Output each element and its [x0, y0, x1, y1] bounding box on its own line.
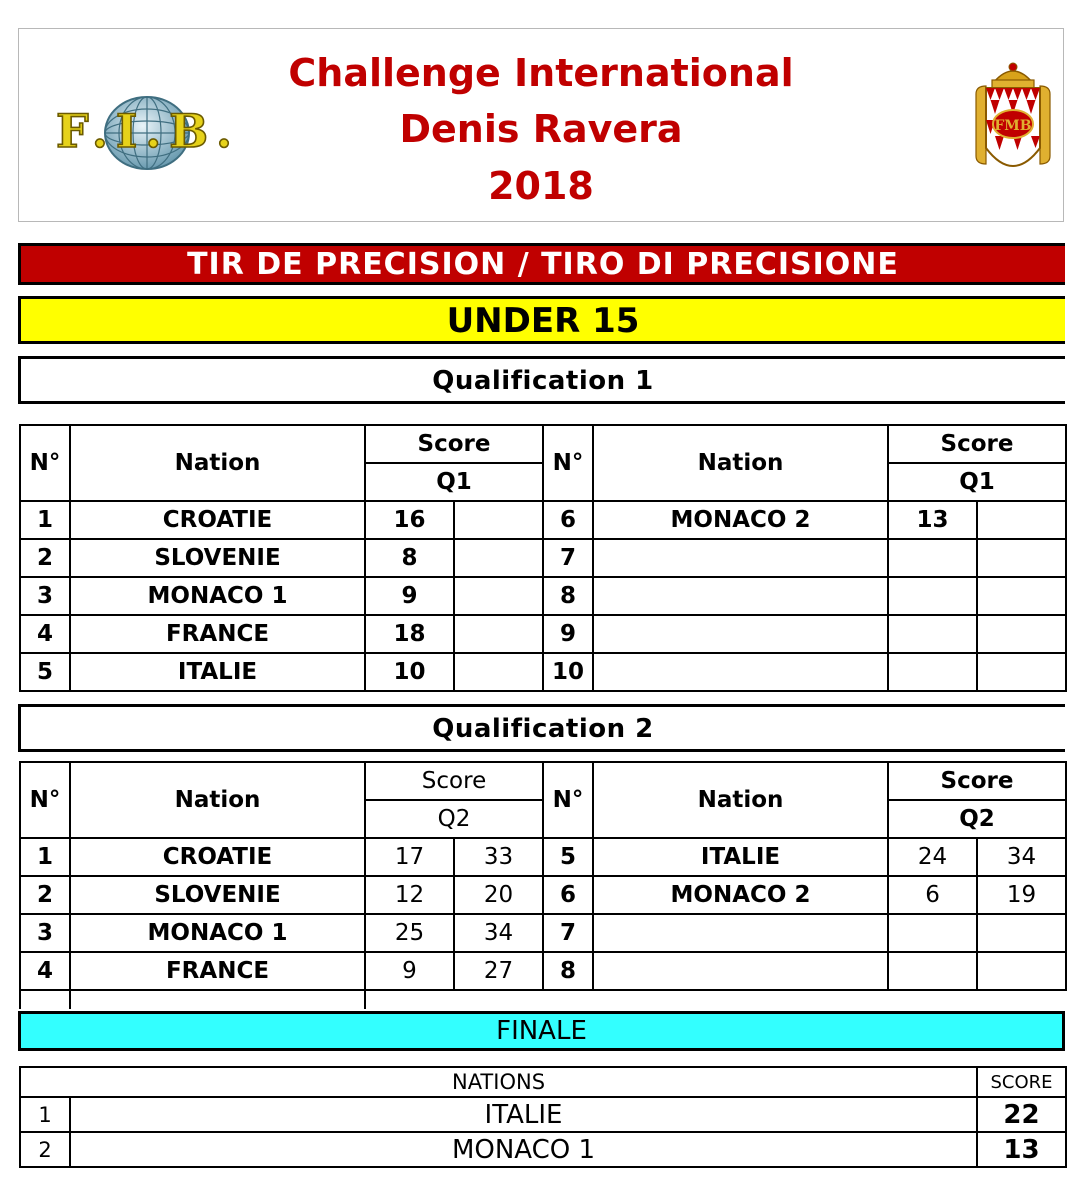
finale-row	[20, 1097, 1066, 1132]
cell-score-total	[454, 577, 543, 615]
cell-nation	[593, 914, 888, 952]
header-score: Score	[888, 762, 1066, 800]
finale-rank: 1	[20, 1097, 70, 1132]
cell-nation: CROATIE	[70, 838, 365, 876]
cell-num: 10	[543, 653, 593, 691]
cell-nation: FRANCE	[70, 615, 365, 653]
cell-nation: FRANCE	[70, 952, 365, 990]
header-score: Score	[365, 762, 543, 800]
table-row-spacer	[20, 990, 1066, 1009]
cell-score-total: 34	[977, 838, 1066, 876]
cell-score-total: 19	[977, 876, 1066, 914]
header-num: N°	[543, 762, 593, 838]
cell-score: 18	[365, 615, 454, 653]
finale-band: FINALE	[18, 1011, 1065, 1051]
fmb-crest-text: FMB	[994, 118, 1032, 134]
cell-num: 8	[543, 952, 593, 990]
cell-num: 1	[20, 501, 70, 539]
table-row	[20, 615, 1066, 653]
cell-num: 7	[543, 914, 593, 952]
cell-nation: ITALIE	[593, 838, 888, 876]
table-row	[20, 876, 1066, 914]
cell-num: 3	[20, 577, 70, 615]
header-score: Score	[888, 425, 1066, 463]
header-nation: Nation	[70, 425, 365, 501]
table-row	[20, 952, 1066, 990]
header-nation: Nation	[70, 762, 365, 838]
cell-score-total	[977, 914, 1066, 952]
cell-score-total	[977, 653, 1066, 691]
cell-score: 17	[365, 838, 454, 876]
cell-score	[888, 577, 977, 615]
cell-num: 8	[543, 577, 593, 615]
cell-score	[888, 539, 977, 577]
cell-score: 16	[365, 501, 454, 539]
cell-score: 9	[365, 577, 454, 615]
cell-score: 24	[888, 838, 977, 876]
cell-nation: MONACO 2	[593, 876, 888, 914]
header-score-sub: Q2	[888, 800, 1066, 838]
finale-nation: ITALIE	[70, 1097, 977, 1132]
cell-score: 13	[888, 501, 977, 539]
cell-score	[888, 615, 977, 653]
cell-nation: MONACO 1	[70, 577, 365, 615]
cell-num: 2	[20, 876, 70, 914]
cell-score: 9	[365, 952, 454, 990]
finale-header-score: SCORE	[977, 1067, 1066, 1097]
cell-num: 6	[543, 876, 593, 914]
finale-score: 22	[977, 1097, 1066, 1132]
finale-table	[19, 1066, 1067, 1168]
finale-rank: 2	[20, 1132, 70, 1167]
discipline-band: TIR DE PRECISION / TIRO DI PRECISIONE	[18, 243, 1065, 285]
cell-score-total	[454, 539, 543, 577]
cell-nation: MONACO 2	[593, 501, 888, 539]
fmb-crest	[972, 60, 1054, 182]
cell-nation: CROATIE	[70, 501, 365, 539]
cell-score: 25	[365, 914, 454, 952]
cell-score-total	[977, 501, 1066, 539]
cell-nation: MONACO 1	[70, 914, 365, 952]
cell-nation	[593, 539, 888, 577]
header-score-sub: Q1	[365, 463, 543, 501]
cell-score: 12	[365, 876, 454, 914]
cell-num: 4	[20, 615, 70, 653]
qualification-2-title: Qualification 2	[18, 704, 1065, 752]
category-band: UNDER 15	[18, 296, 1065, 344]
cell-score-total: 27	[454, 952, 543, 990]
table-row	[20, 914, 1066, 952]
cell-score: 10	[365, 653, 454, 691]
cell-num: 5	[543, 838, 593, 876]
finale-row	[20, 1132, 1066, 1167]
cell-num: 5	[20, 653, 70, 691]
qualification-1-title: Qualification 1	[18, 356, 1065, 404]
cell-score-total: 20	[454, 876, 543, 914]
cell-num: 1	[20, 838, 70, 876]
header-score-sub: Q1	[888, 463, 1066, 501]
header-score-sub: Q2	[365, 800, 543, 838]
cell-score-total	[977, 615, 1066, 653]
cell-nation	[593, 577, 888, 615]
cell-score-total	[977, 539, 1066, 577]
table-row	[20, 539, 1066, 577]
cell-nation: SLOVENIE	[70, 876, 365, 914]
header-num: N°	[20, 762, 70, 838]
fib-logo-text: F.I.B.	[56, 104, 232, 158]
header-nation: Nation	[593, 425, 888, 501]
cell-score-total: 34	[454, 914, 543, 952]
cell-nation: ITALIE	[70, 653, 365, 691]
header-num: N°	[20, 425, 70, 501]
cell-score	[888, 653, 977, 691]
cell-score-total	[454, 615, 543, 653]
fib-logo	[52, 95, 237, 175]
cell-score-total	[454, 653, 543, 691]
cell-nation	[593, 653, 888, 691]
table-row	[20, 501, 1066, 539]
finale-header-nations: NATIONS	[20, 1067, 977, 1097]
cell-num: 4	[20, 952, 70, 990]
cell-nation	[593, 952, 888, 990]
cell-num: 6	[543, 501, 593, 539]
cell-score	[888, 914, 977, 952]
qualification-1-table	[19, 424, 1067, 692]
finale-nation: MONACO 1	[70, 1132, 977, 1167]
cell-score-total	[977, 577, 1066, 615]
title-line-3: 2018	[488, 164, 594, 208]
finale-score: 13	[977, 1132, 1066, 1167]
cell-num: 2	[20, 539, 70, 577]
cell-num: 7	[543, 539, 593, 577]
cell-nation: SLOVENIE	[70, 539, 365, 577]
cell-score-total	[454, 501, 543, 539]
header-num: N°	[543, 425, 593, 501]
cell-score: 8	[365, 539, 454, 577]
title-line-1: Challenge International	[288, 51, 794, 95]
cell-score-total: 33	[454, 838, 543, 876]
cell-score: 6	[888, 876, 977, 914]
title-line-2: Denis Ravera	[399, 107, 683, 151]
table-row	[20, 577, 1066, 615]
cell-score-total	[977, 952, 1066, 990]
table-row	[20, 838, 1066, 876]
cell-num: 3	[20, 914, 70, 952]
qualification-2-table	[19, 761, 1067, 1009]
cell-nation	[593, 615, 888, 653]
header-nation: Nation	[593, 762, 888, 838]
table-row	[20, 653, 1066, 691]
cell-score	[888, 952, 977, 990]
header-score: Score	[365, 425, 543, 463]
cell-num: 9	[543, 615, 593, 653]
